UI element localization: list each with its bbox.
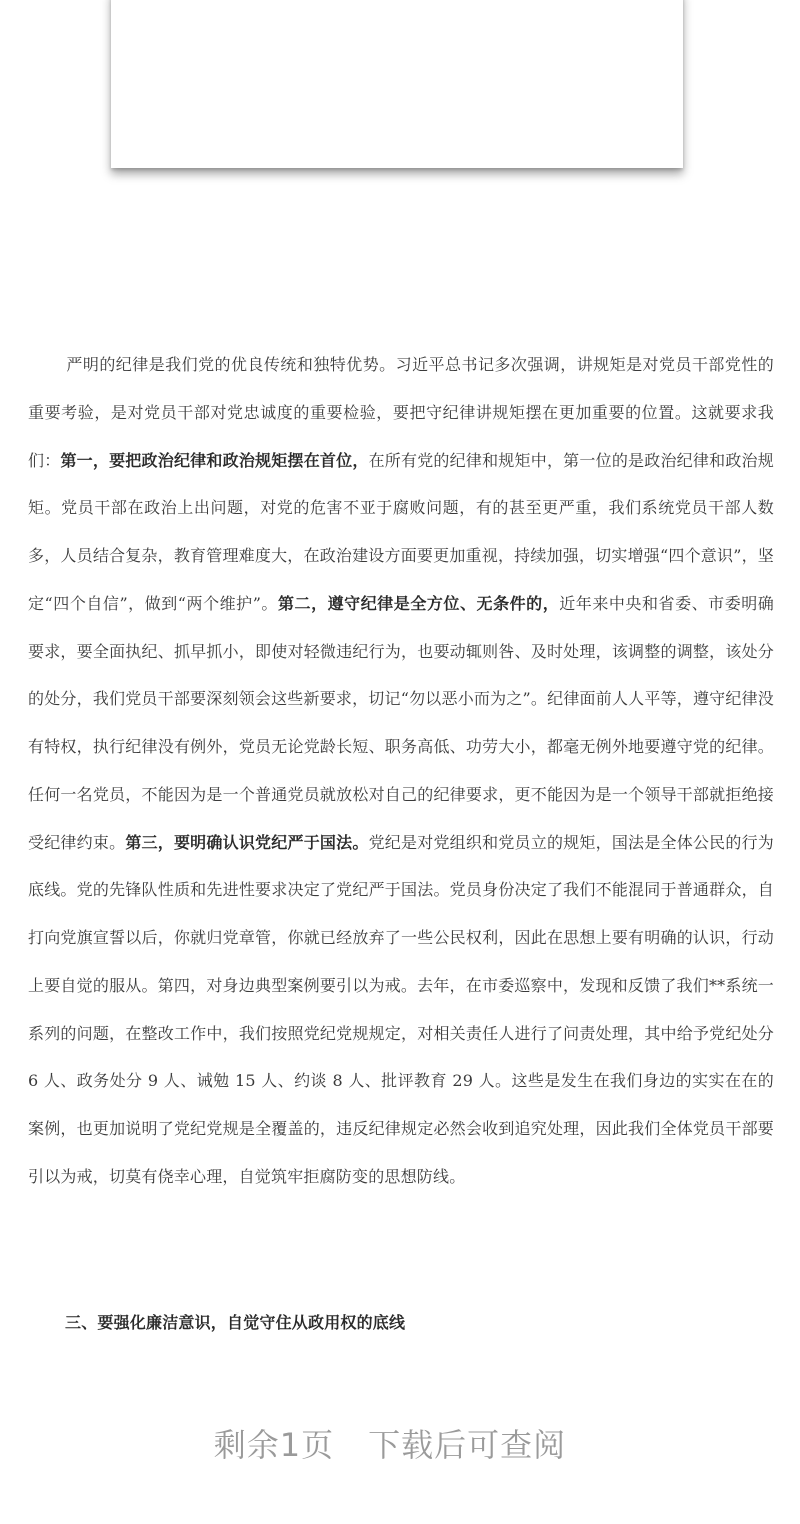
remaining-pages-text: 剩余1页 <box>213 1426 335 1464</box>
bold-point-1: 第一，要把政治纪律和政治规矩摆在首位， <box>60 450 369 470</box>
paragraph-segment: 近年来中央和省委、市委明确要求，要全面执纪、抓早抓小，即使对轻微违纪行为，也要动辄则咎、及时处理，该调整的调整，该处分的处分，我们党员干部要深刻领会这些新要求，切记“勿以恶小而为之”。纪律面前人人平等，遵守纪律没有特权，执行纪律没有例外，党员无论党龄长短、职务高低、功劳大小，都毫无例外地要遵守党的纪律。任何一名党员，不能因为是一个普通党员就放松对自己的纪律要求，更不能因为是一个领导干部就拒绝接受纪律约束。 <box>28 593 774 852</box>
paragraph-segment: 严明的纪律是我们党的优良传统和独特优势。习近平总书记多次强调，讲规矩是对党员干部党性的重要考验，是对党员干部对党忠诚度的重要检验，要把守纪律讲规矩摆在更加重要的位置。这就要求我们： <box>28 355 774 470</box>
body-paragraph <box>28 341 774 1201</box>
bold-point-2: 第二，遵守纪律是全方位、无条件的， <box>277 593 560 613</box>
section-heading: 三、要强化廉洁意识，自觉守住从政用权的底线 <box>65 1313 406 1332</box>
previous-page-card <box>111 0 683 168</box>
document-body <box>28 341 774 1201</box>
bold-point-3: 第三，要明确认识党纪严于国法。 <box>125 832 369 852</box>
download-to-view-text: 下载后可查阅 <box>368 1426 567 1464</box>
download-to-view-banner[interactable] <box>0 1420 780 1466</box>
paragraph-segment: 党纪是对党组织和党员立的规矩，国法是全体公民的行为底线。党的先锋队性质和先进性要求决定了党纪严于国法。党员身份决定了我们不能混同于普通群众，自打向党旗宣誓以后，你就归党章管，你就已经放弃了一些公民权利，因此在思想上要有明确的认识，行动上要自觉的服从。第四，对身边典型案例要引以为戒。去年，在市委巡察中，发现和反馈了我们**系统一系列的问题，在整改工作中，我们按照党纪党规规定，对相关责任人进行了问责处理，其中给予党纪处分 6 人、政务处分 9 人、诫勉 15 人、约谈 8 人、批评教育 29 人。这些是发生在我们身边的实实在在的案例，也更加说明了党纪党规是全覆盖的，违反纪律规定必然会收到追究处理，因此我们全体党员干部要引以为戒，切莫有侥幸心理，自觉筑牢拒腐防变的思想防线。 <box>28 832 774 1186</box>
paragraph-segment: 在所有党的纪律和规矩中，第一位的是政治纪律和政治规矩。党员干部在政治上出问题，对党的危害不亚于腐败问题，有的甚至更严重，我们系统党员干部人数多，人员结合复杂，教育管理难度大，在政治建设方面要更加重视，持续加强，切实增强“四个意识”，坚定“四个自信”，做到“两个维护”。 <box>28 450 774 613</box>
